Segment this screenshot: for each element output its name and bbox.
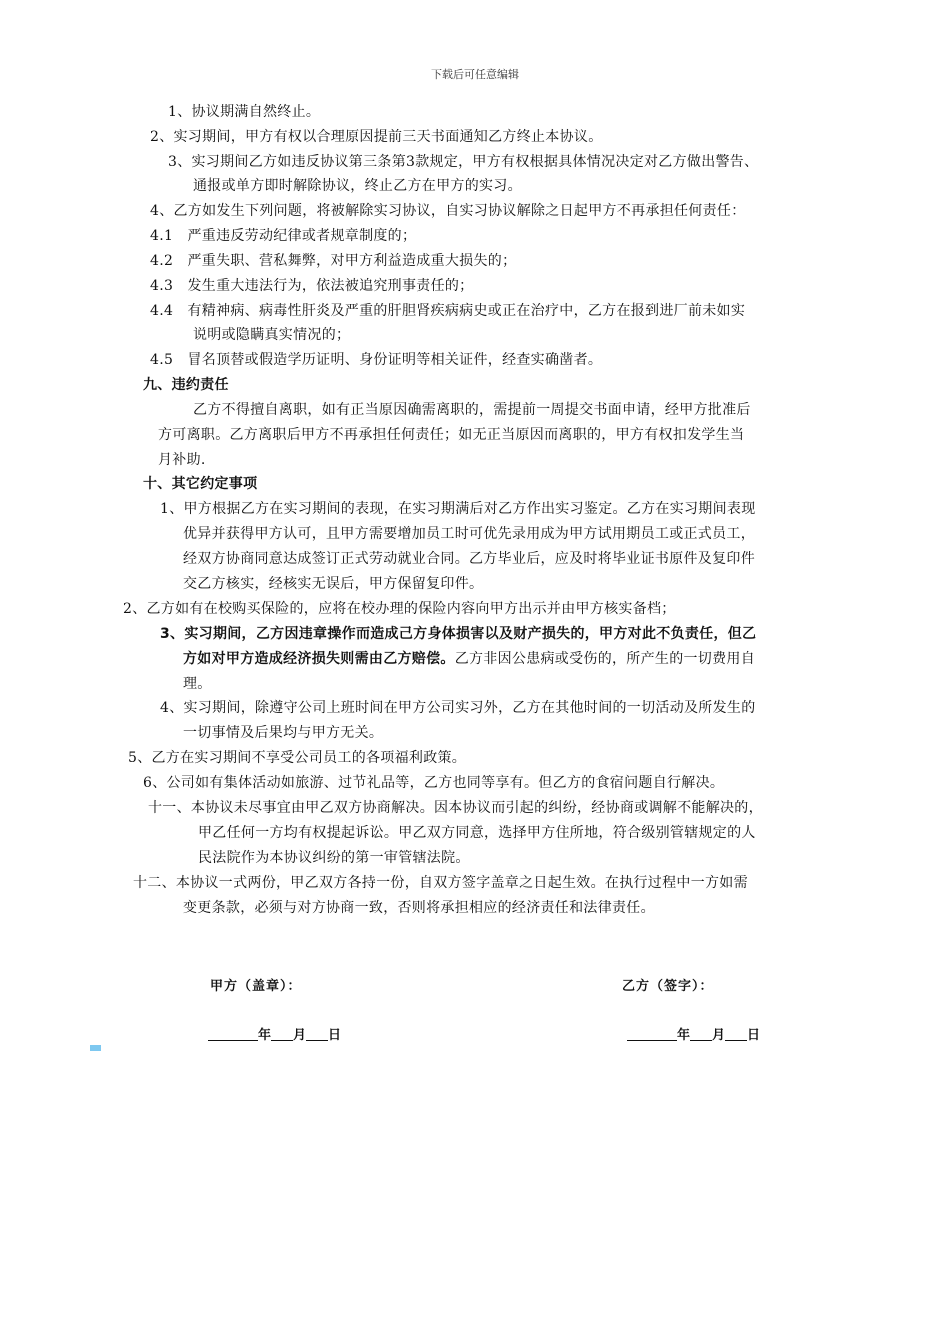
clause-line: 理。 [183,676,212,692]
clause-line: 甲乙任何一方均有权提起诉讼。甲乙双方同意，选择甲方住所地，符合级别管辖规定的人 [198,825,756,841]
month-label: 月 [712,1028,726,1043]
clause-line: 方可离职。乙方离职后甲方不再承担任何责任；如无正当原因而离职的，甲方有权扣发学生当 [158,427,745,443]
clause-line: 4.2 严重失职、营私舞弊，对甲方利益造成重大损失的； [150,253,517,269]
clause-line: 十一、本协议未尽事宜由甲乙双方协商解决。因本协议而引起的纠纷，经协商或调解不能解决的， [148,800,763,816]
year-label: 年 [677,1028,691,1043]
year-label: 年 [258,1028,272,1043]
clause-line: 1、甲方根据乙方在实习期间的表现，在实习期满后对乙方作出实习鉴定。乙方在实习期间表现 [160,501,756,517]
clause-line: 4、乙方如发生下列问题，将被解除实习协议，自实习协议解除之日起甲方不再承担任何责任： [150,203,746,219]
clause-line: 经双方协商同意达成签订正式劳动就业合同。乙方毕业后，应及时将毕业证书原件及复印件 [183,551,755,567]
clause-line: 通报或单方即时解除协议，终止乙方在甲方的实习。 [193,178,522,194]
clause-line: 十二、本协议一式两份，甲乙双方各持一份，自双方签字盖章之日起生效。在执行过程中一方如需 [133,875,748,891]
day-blank [306,1026,328,1041]
clause-line: 民法院作为本协议纠纷的第一审管辖法院。 [198,850,470,866]
year-blank [208,1026,258,1041]
party-a-date [208,1024,341,1043]
party-b-signature-label: 乙方（签字）： [622,979,714,994]
clause-line: 交乙方核实，经核实无误后，甲方保留复印件。 [183,576,484,592]
day-blank [725,1026,747,1041]
month-blank [690,1026,712,1041]
clause-bold-part: 方如对甲方造成经济损失则需由乙方赔偿。 [183,651,455,667]
month-label: 月 [293,1028,307,1043]
year-blank [627,1026,677,1041]
clause-line: 4.4 有精神病、病毒性肝炎及严重的肝胆肾疾病病史或正在治疗中，乙方在报到进厂前未如实 [150,303,746,319]
section-heading: 十、其它约定事项 [143,476,258,492]
clause-line: 乙方不得擅自离职，如有正当原因确需离职的，需提前一周提交书面申请，经甲方批准后 [193,402,751,418]
clause-line: 4.1 严重违反劳动纪律或者规章制度的； [150,228,417,244]
clause-line: 2、实习期间，甲方有权以合理原因提前三天书面通知乙方终止本协议。 [150,129,603,145]
party-b-date [627,1024,760,1043]
page-header: 下载后可任意编辑 [431,68,519,81]
section-heading: 九、违约责任 [143,377,229,393]
clause-line: 2、乙方如有在校购买保险的，应将在校办理的保险内容向甲方出示并由甲方核实备档； [123,601,676,617]
month-blank [271,1026,293,1041]
clause-line: 5、乙方在实习期间不享受公司员工的各项福利政策。 [128,750,467,766]
clause-line: 4、实习期间，除遵守公司上班时间在甲方公司实习外，乙方在其他时间的一切活动及所发生的 [160,700,756,716]
clause-line: 月补助. [158,452,206,468]
clause-line: 6、公司如有集体活动如旅游、过节礼品等，乙方也同等享有。但乙方的食宿问题自行解决。 [143,775,725,791]
day-label: 日 [328,1028,342,1043]
clause-line: 优异并获得甲方认可，且甲方需要增加员工时可优先录用成为甲方试用期员工或正式员工， [183,526,755,542]
clause-line-mixed [183,649,755,669]
clause-line: 4.5 冒名顶替或假造学历证明、身份证明等相关证件，经查实确凿者。 [150,352,603,368]
clause-line: 变更条款，必须与对方协商一致，否则将承担相应的经济责任和法律责任。 [183,900,655,916]
clause-line-bold: 3、实习期间，乙方因违章操作而造成己方身体损害以及财产损失的，甲方对此不负责任，但乙 [160,626,757,642]
clause-line: 说明或隐瞒真实情况的； [193,327,351,343]
clause-line: 1、协议期满自然终止。 [168,104,321,120]
clause-normal-part: 乙方非因公患病或受伤的，所产生的一切费用自 [454,651,756,667]
clause-line: 4.3 发生重大违法行为，依法被追究刑事责任的； [150,278,474,294]
day-label: 日 [747,1028,761,1043]
clause-line: 3、实习期间乙方如违反协议第三条第3款规定，甲方有权根据具体情况决定对乙方做出警告、 [168,154,759,170]
party-a-seal-label: 甲方（盖章）： [210,979,302,994]
clause-line: 一切事情及后果均与甲方无关。 [183,725,384,741]
blue-marker [90,1045,101,1051]
